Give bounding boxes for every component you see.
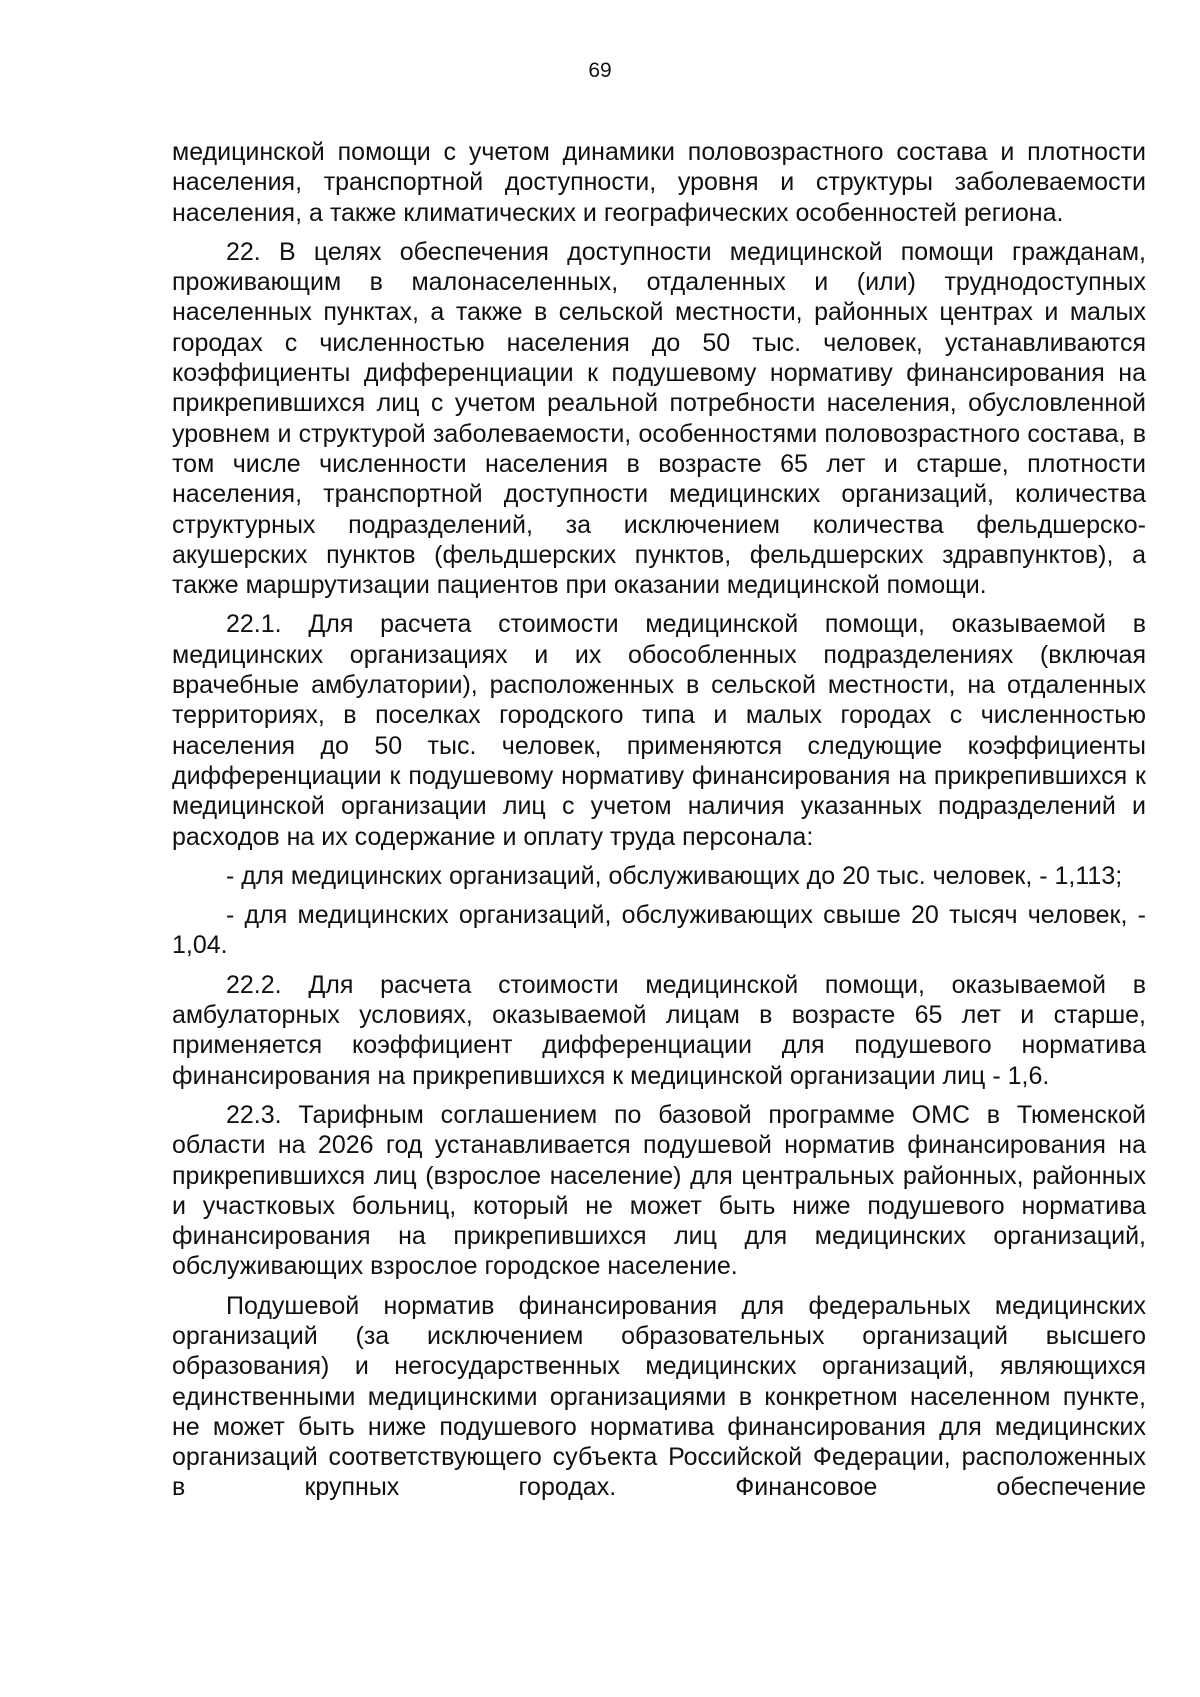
paragraph-22: 22. В целях обеспечения доступности медицинской помощи гражданам, проживающим в малонаселенных, отдаленных и (или) труднодоступных населенных пунктах, а также в сельской местности, районных центрах и малых городах с численностью населения до 50 тыс. человек, устанавливаются коэффициенты дифференциации к подушевому нормативу финансирования на прикрепившихся лиц с учетом реальной потребности населения, обусловленной уровнем и структурой заболеваемости, особенностями половозрастного состава, в том числе численности населения в возрасте 65 лет и старше, плотности населения, транспортной доступности медицинских организаций, количества структурных подразделений, за исключением количества фельдшерско-акушерских пунктов (фельдшерских пунктов, фельдшерских здравпунктов), а также маршрутизации пациентов при оказании медицинской помощи. [172, 237, 1146, 600]
paragraph-22-2: 22.2. Для расчета стоимости медицинской помощи, оказываемой в амбулаторных условиях, оказываемой лицам в возрасте 65 лет и старше, применяется коэффициент дифференциации для подушевого норматива финансирования на прикрепившихся к медицинской организации лиц - 1,6. [172, 970, 1146, 1090]
paragraph-federal-organizations: Подушевой норматив финансирования для федеральных медицинских организаций (за исключением образовательных организаций высшего образования) и негосударственных медицинских организаций, являющихся единственными медицинскими организациями в конкретном населенном пункте, не может быть ниже подушевого норматива финансирования для медицинских организаций соответствующего субъекта Российской Федерации, расположенных в крупных городах. Финансовое обеспечение [172, 1291, 1146, 1502]
list-item-over-20k: - для медицинских организаций, обслуживающих свыше 20 тысяч человек, - 1,04. [172, 901, 1146, 960]
page-number: 69 [588, 59, 612, 82]
paragraph-continuation: медицинской помощи с учетом динамики половозрастного состава и плотности населения, транспортной доступности, уровня и структуры заболеваемости населения, а также климатических и географических особенностей региона. [172, 138, 1146, 227]
document-body [172, 137, 1146, 1503]
paragraph-22-1: 22.1. Для расчета стоимости медицинской помощи, оказываемой в медицинских организациях и их обособленных подразделениях (включая врачебные амбулатории), расположенных в сельской местности, на отдаленных территориях, в поселках городского типа и малых городах с численностью населения до 50 тыс. человек, применяются следующие коэффициенты дифференциации к подушевому нормативу финансирования на прикрепившихся к медицинской организации лиц с учетом наличия указанных подразделений и расходов на их содержание и оплату труда персонала: [172, 610, 1146, 851]
list-item-up-to-20k: - для медицинских организаций, обслуживающих до 20 тыс. человек, - 1,113; [226, 861, 1123, 890]
paragraph-22-3: 22.3. Тарифным соглашением по базовой программе ОМС в Тюменской области на 2026 год устанавливается подушевой норматив финансирования на прикрепившихся лиц (взрослое население) для центральных районных, районных и участковых больниц, который не может быть ниже подушевого норматива финансирования на прикрепившихся лиц для медицинских организаций, обслуживающих взрослое городское население. [172, 1100, 1146, 1281]
